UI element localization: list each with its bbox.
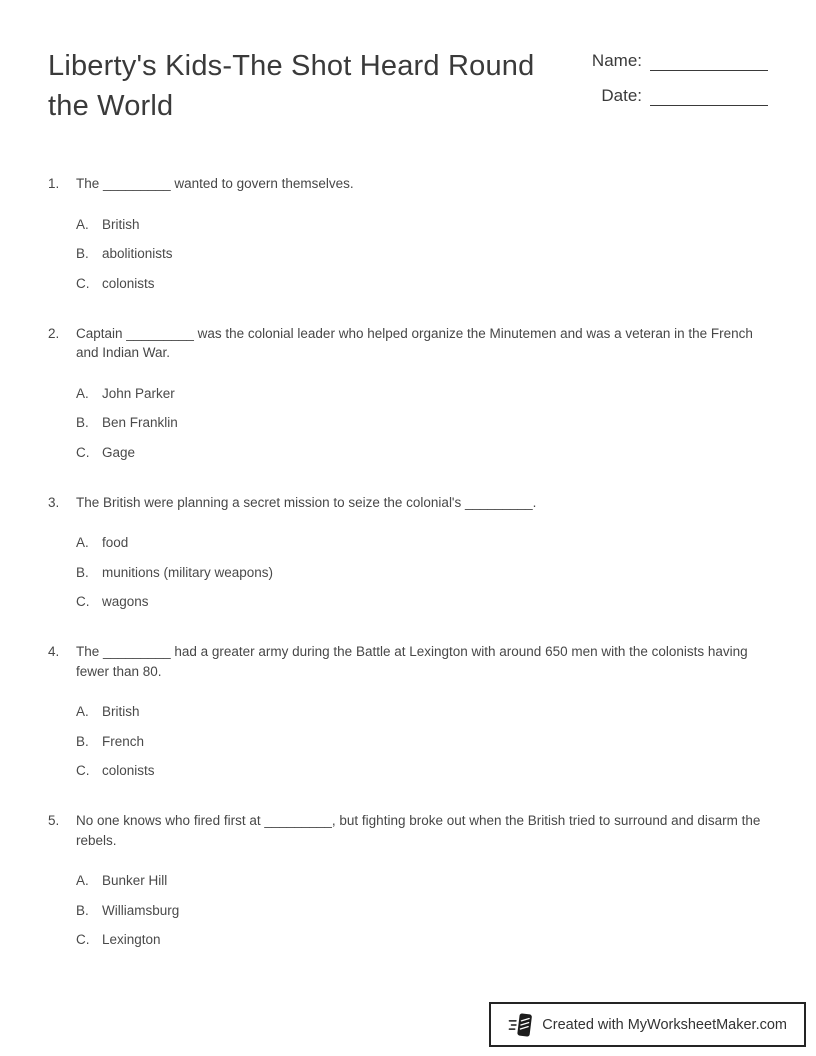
option-c: [76, 443, 768, 462]
option-text: wagons: [102, 594, 149, 609]
worksheet-maker-logo-icon: [508, 1011, 533, 1039]
options-list: [48, 871, 768, 949]
option-text: Gage: [102, 444, 136, 460]
options-list: [48, 215, 768, 293]
option-c: [76, 592, 768, 611]
option-letter: B.: [76, 246, 89, 261]
option-text: French: [102, 733, 145, 749]
option-c: [76, 761, 768, 780]
option-b: [76, 563, 768, 582]
option-text: British: [102, 216, 140, 232]
option-letter: B.: [76, 564, 89, 580]
option-letter: B.: [76, 902, 89, 918]
option-b: [76, 732, 768, 751]
question-text: Captain _________ was the colonial leader who helped organize the Minutemen and was a veteran in the French and Indian War.: [76, 325, 753, 360]
question-2: [48, 324, 768, 462]
name-blank-line: [650, 70, 768, 71]
question-5: [48, 811, 768, 949]
question-text: No one knows who fired first at _________, but fighting broke out when the British tried to surround and disarm the rebels.: [76, 813, 761, 848]
option-b: [76, 901, 768, 920]
name-label: Name:: [591, 51, 642, 70]
option-text: Williamsburg: [102, 902, 180, 918]
question-number: 1.: [48, 176, 60, 191]
option-letter: A.: [76, 704, 89, 719]
option-text: munitions (military weapons): [102, 564, 274, 580]
question-3: [48, 493, 768, 612]
options-list: [48, 533, 768, 611]
option-a: [76, 871, 768, 890]
name-date-fields: [592, 46, 768, 126]
date-field-row: [592, 86, 768, 106]
question-1: [48, 174, 768, 293]
page-title: Liberty's Kids-The Shot Heard Round the World: [48, 50, 535, 122]
option-letter: A.: [76, 385, 89, 401]
options-list: [48, 384, 768, 462]
option-a: [76, 702, 768, 721]
question-number: 3.: [48, 494, 60, 510]
footer-credit-text: Created with MyWorksheetMaker.com: [542, 1016, 787, 1033]
option-letter: A.: [76, 535, 89, 550]
option-a: [76, 215, 768, 234]
date-label: Date:: [601, 86, 642, 105]
question-4: [48, 642, 768, 780]
option-b: [76, 413, 768, 432]
question-list: [0, 174, 816, 949]
option-letter: C.: [76, 275, 90, 291]
option-text: abolitionists: [102, 246, 173, 261]
option-letter: A.: [76, 216, 89, 232]
name-field-row: [592, 51, 768, 71]
option-letter: C.: [76, 444, 90, 460]
option-letter: C.: [76, 932, 90, 947]
option-text: colonists: [102, 763, 155, 778]
option-c: [76, 930, 768, 949]
option-text: British: [102, 704, 140, 719]
option-text: Bunker Hill: [102, 873, 168, 888]
header: [0, 0, 816, 126]
question-text: The British were planning a secret mission to seize the colonial's _________.: [76, 494, 537, 510]
option-letter: C.: [76, 594, 90, 609]
option-b: [76, 244, 768, 263]
option-text: colonists: [102, 275, 155, 291]
date-blank-line: [650, 105, 768, 106]
option-c: [76, 274, 768, 293]
option-a: [76, 533, 768, 552]
question-number: 5.: [48, 813, 60, 828]
question-text: The _________ wanted to govern themselves.: [76, 176, 354, 191]
option-text: food: [102, 535, 129, 550]
option-text: Lexington: [102, 932, 161, 947]
option-text: John Parker: [102, 385, 175, 401]
option-text: Ben Franklin: [102, 415, 178, 430]
option-letter: B.: [76, 415, 89, 430]
option-letter: A.: [76, 873, 89, 888]
footer-credit-link[interactable]: [489, 1002, 806, 1047]
question-number: 2.: [48, 325, 60, 341]
option-letter: C.: [76, 763, 90, 778]
question-number: 4.: [48, 644, 60, 659]
option-a: [76, 384, 768, 403]
options-list: [48, 702, 768, 780]
question-text: The _________ had a greater army during the Battle at Lexington with around 650 men with the colonists having fewer than 80.: [76, 644, 748, 679]
option-letter: B.: [76, 733, 89, 749]
